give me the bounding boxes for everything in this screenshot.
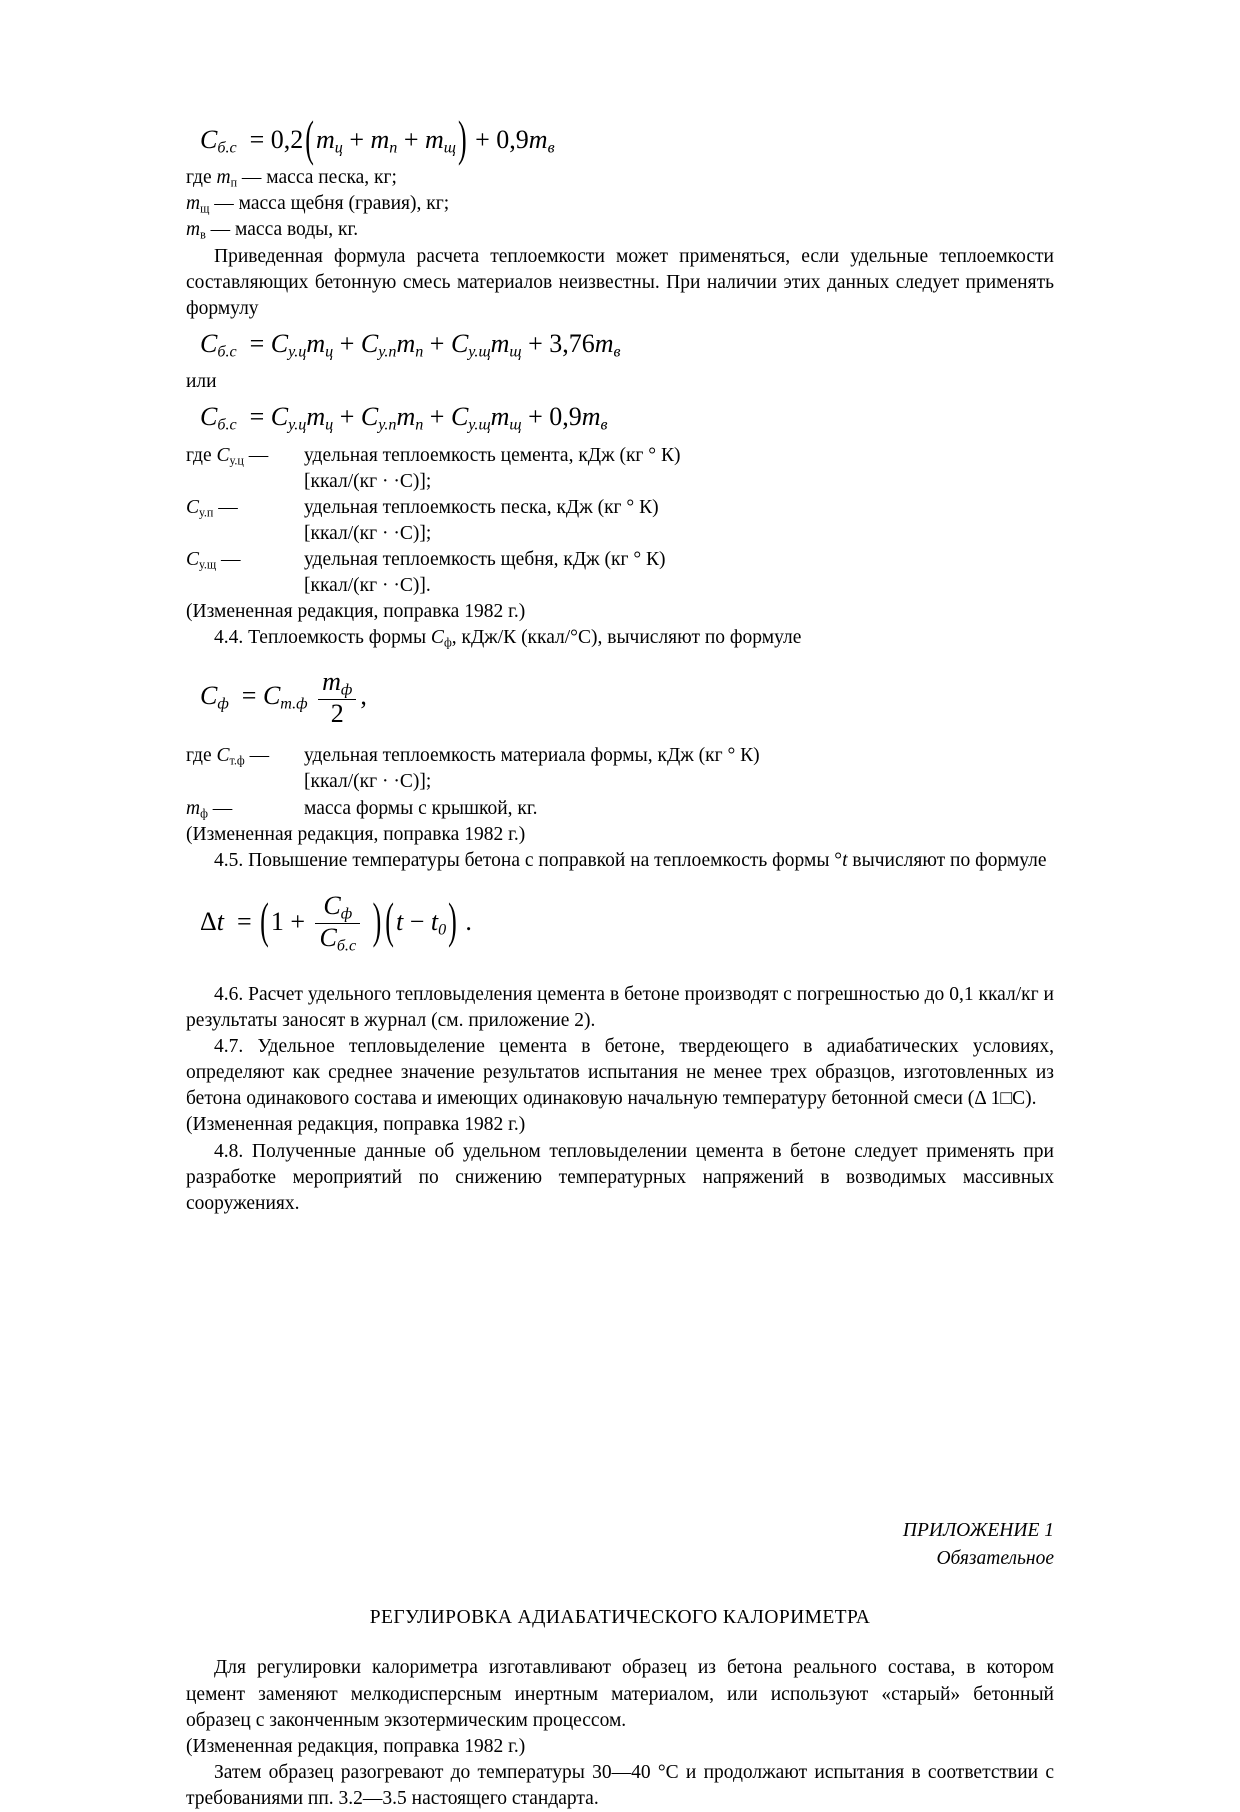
def-line-msh: mщ — масса щебня (гравия), кг;: [186, 193, 450, 216]
clause-4-4: 4.4. Теплоемкость формы Cф, кДж/К (ккал/°С), вычисляют по формуле: [214, 627, 802, 650]
formula-cbs-specific-376: $C_{б.с} = C_{у.ц}m_ц + C_{у.п}m_п + C_{у.щ}m_щ + 3,76m_в$: [200, 328, 621, 361]
clause-4-7: 4.7. Удельное тепловыделение цемента в бетоне, твердеющего в адиабатических условиях, определяют как среднее значение результатов испытания не менее трех образцов, изготовленных из бетона одинакового состава и имеющих одинаковую начальную температуру бетонной смеси (Δ 1□С).: [186, 1036, 1054, 1110]
revision-note-1: (Измененная редакция, поправка 1982 г.): [186, 601, 526, 623]
def-ctf: где Cт.ф — удельная теплоемкость материала формы, кДж (кг ° К): [186, 745, 760, 768]
appendix-paragraph-1: Для регулировки калориметра изготавливают образец из бетона реального состава, в котором цемент заменяют мелкодисперсным инертным материалом, или используют «старый» бетонный образец с законченным экзотермическим процессом.: [186, 1657, 1054, 1731]
clause-4-8: 4.8. Полученные данные об удельном тепловыделении цемента в бетоне следует применять при разработке мероприятий по снижению температурных напряжений в возводимых массивных сооружениях.: [186, 1140, 1054, 1214]
def-cuc-unit: [ккал/(кг · ·С)];: [304, 470, 432, 492]
revision-note-3: (Измененная редакция, поправка 1982 г.): [186, 1114, 526, 1136]
def-cush-unit: [ккал/(кг · ·С)].: [304, 575, 431, 597]
appendix-status: Обязательное: [936, 1548, 1054, 1570]
document-content: [186, 111, 1054, 1812]
def-cup: Cу.п — удельная теплоемкость песка, кДж (кг ° К): [186, 496, 659, 520]
appendix-number: ПРИЛОЖЕНИЕ 1: [902, 1519, 1054, 1541]
revision-note-2: (Измененная редакция, поправка 1982 г.): [186, 823, 526, 845]
formula-cf: $C_ф = C_{т.ф}$ $\frac{m_ф}{2}$ ,: [200, 666, 367, 728]
clause-4-5: 4.5. Повышение температуры бетона с поправкой на теплоемкость формы °t вычисляют по формуле: [214, 849, 1047, 871]
def-line-mv: mв — масса воды, кг.: [186, 219, 359, 242]
def-cuc: где Cу.ц — удельная теплоемкость цемента, кДж (кг ° К): [186, 444, 681, 467]
def-mf: mф — масса формы с крышкой, кг.: [186, 797, 538, 820]
clause-4-6: 4.6. Расчет удельного тепловыделения цемента в бетоне производят с погрешностью до 0,1 ккал/кг и результаты заносят в журнал (см. приложение 2).: [186, 983, 1054, 1031]
formula-cbs-simple: $C_{б.с} = 0,2(m_ц + m_п + m_щ) + 0,9m_в$: [200, 111, 555, 167]
formula-cbs-specific-09: $C_{б.с} = C_{у.ц}m_ц + C_{у.п}m_п + C_{у.щ}m_щ + 0,9m_в$: [200, 402, 608, 434]
def-cup-unit: [ккал/(кг · ·С)];: [304, 522, 432, 544]
def-ctf-unit: [ккал/(кг · ·С)];: [304, 771, 432, 793]
appendix-paragraph-2: Затем образец разогревают до температуры 30—40 °C и продолжают испытания в соответствии с требованиями пп. 3.2—3.5 настоящего стандарта.: [186, 1761, 1054, 1810]
appendix-revision-note: (Измененная редакция, поправка 1982 г.): [186, 1735, 526, 1757]
appendix-title: РЕГУЛИРОВКА АДИАБАТИЧЕСКОГО КАЛОРИМЕТРА: [369, 1607, 871, 1629]
def-cush: Cу.щ — удельная теплоемкость щебня, кДж (кг ° К): [186, 549, 666, 572]
def-line-mp: где mп — масса песка, кг;: [186, 167, 397, 190]
paragraph-formula-note: Приведенная формула расчета теплоемкости может применяться, если удельные теплоемкости составляющих бетонную смесь материалов неизвестны. При наличии этих данных следует применять формулу: [186, 245, 1054, 319]
formula-delta-t: Δt = (1 + $\frac{C_ф}{C_{б.с}}$ ) $(t - t_0)$ .: [200, 890, 472, 955]
or-label: или: [186, 371, 217, 393]
